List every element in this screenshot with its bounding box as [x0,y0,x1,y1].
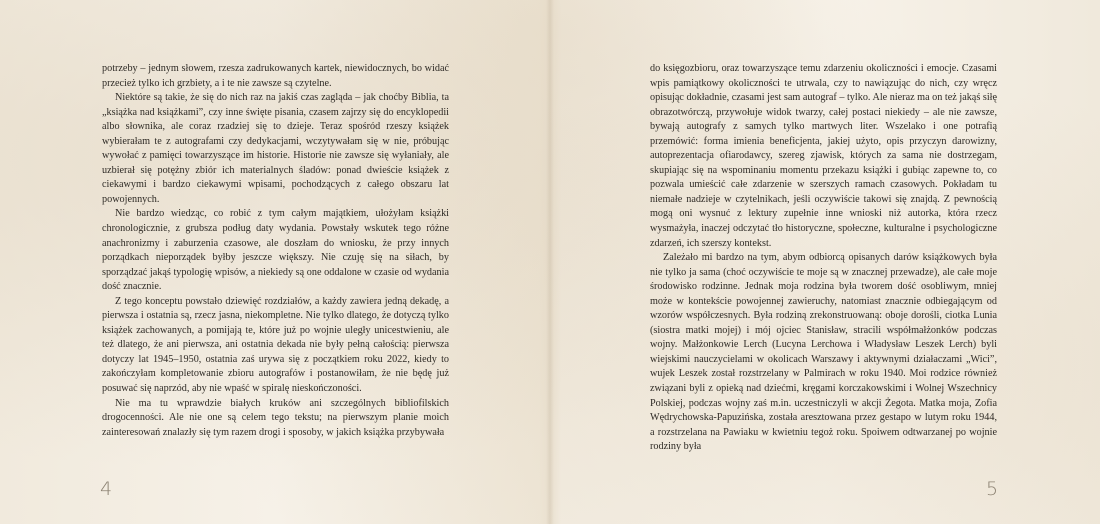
right-page-text [650,62,997,455]
paragraph: Nie ma tu wprawdzie białych kruków ani szczególnych bibliofilskich drogocenności. Ale nie one są celem tego tekstu; na pierwszym planie moich zainteresowań znalazły się tym razem drogi i sposoby, w jakich książka przybywała [102,397,449,438]
paragraph: potrzeby – jednym słowem, rzesza zadrukowanych kartek, niewidocznych, bo widać przecież tylko ich grzbiety, a i te nie zawsze są czytelne. [102,63,449,89]
page-number: 5 [986,478,999,500]
page-number: 4 [100,478,113,500]
paragraph: Z tego konceptu powstało dziewięć rozdziałów, a każdy zawiera jedną dekadę, a pierwsza i ostatnia są, rzecz jasna, niekompletne. Nie tylko dlatego, że dotyczą tylko książek zachowanych, a pomijają te, które już po wojnie uległy unicestwieniu, ale też dlatego, że ani pierwsza, ani ostatnia dekada nie były pełną całością: pierwsza dotyczy lat 1945–1950, ostatnia zaś urywa się z początkiem roku 2022, kiedy to zakończyłam kompletowanie zbioru autografów i postanowiłam, że nie będę już posuwać się naprzód, aby nie wpaść w spiralę nieskończoności. [102,295,449,395]
paragraph: Zależało mi bardzo na tym, abym odbiorcą opisanych darów książkowych była nie tylko ja sama (choć oczywiście te moje są w znacznej przewadze), ale całe moje środowisko rodzinne. Jednak moja rodzina była tworem dość osobliwym, mniej może w kontekście powojennej zawieruchy, natomiast znacznie odbiegającym od wzorów współczesnych. Była rodziną zrekonstruowaną: oboje dorośli, ciotka Lunia (siostra matki mojej) i mój ojciec Stanisław, stracili współmałżonków podczas wojny. Małżonkowie Lerch (Lucyna Lerchowa i Władysław Leszek Lerch) byli wiejskimi nauczycielami w okolicach Warszawy i aktywnymi działaczami „Wici”, wujek Leszek został rozstrzelany w Palmirach w roku 1940. Moi rodzice również związani byli z opieką nad dziećmi, kręgami korczakowskimi i Wolnej Wszechnicy Polskiej, podczas wojny zaś m.in. uczestniczyli w akcji Żegota. Matka moja, Zofia Wędrychowska-Papuzińska, została aresztowana przez gestapo w lutym roku 1944, a rozstrzelana na Pawiaku w kwietniu tegoż roku. Spoiwem odtwarzanej po wojnie rodziny była [650,252,997,453]
paragraph: Nie bardzo wiedząc, co robić z tym całym majątkiem, ułożyłam książki chronologicznie, z grubsza podług daty wydania. Powstały wskutek tego różne anachronizmy i zaburzenia czasowe, ale doszłam do wniosku, że przy innych porządkach nieporządek byłby jeszcze większy. Nie czuję się na siłach, by sporządzać jakąś typologię wpisów, a niekiedy są one oddalone w czasie od wydania dość znacznie. [102,208,449,293]
right-page [550,0,1100,524]
paragraph: do księgozbioru, oraz towarzyszące temu zdarzeniu okoliczności i emocje. Czasami wpis pamiątkowy okoliczności te utrwala, czy to nawiązując do nich, czy wręcz opisując dokładnie, czasami jest sam autograf – tylko. Ale nieraz ma on też jakąś siłę obrazotwórczą, przywołuje widok twarzy, całej postaci niekiedy – ale nie zawsze, bywają autografy z samych tylko martwych liter. Wszelako i one potrafią przemówić: forma imienia beneficjenta, jakiej użyto, opis przyczyn darowizny, autoprezentacja ofiarodawcy, szereg zjawisk, których za sama nie dostrzegam, skupiając się na wspominaniu momentu przekazu książki i gubiąc zapewne to, co pozwala umieścić całe zdarzenie w szerszych ramach czasowych. Pokładam tu niemałe nadzieje w czytelnikach, jeśli oczywiście takowi się znajdą. Z pewnością mogą oni wysnuć z lektury zupełnie inne wnioski niż autorka, która rzecz wysmażyła, inaczej odczytać tło historyczne, społeczne, kulturalne i psychologiczne zdarzeń, ich szerszy kontekst. [650,63,997,249]
paragraph: Niektóre są takie, że się do nich raz na jakiś czas zagląda – jak choćby Biblia, ta „książka nad książkami”, czy inne święte pisania, czasem zajrzy się do encyklopedii albo słownika, ale coraz rzadziej się to dzieje. Teraz spośród rzeszy książek wybierałam te z autografami czy dedykacjami, wczytywałam się w nie, próbując wywołać z pamięci towarzyszące im historie. Historie nie zawsze się wyłaniały, ale uzbierał się potężny zbiór ich materialnych śladów: ponad dwieście książek z ciekawymi i bardzo ciekawymi wpisami, pochodzących z całego obszaru lat powojennych. [102,92,449,205]
left-page-text [102,62,449,440]
